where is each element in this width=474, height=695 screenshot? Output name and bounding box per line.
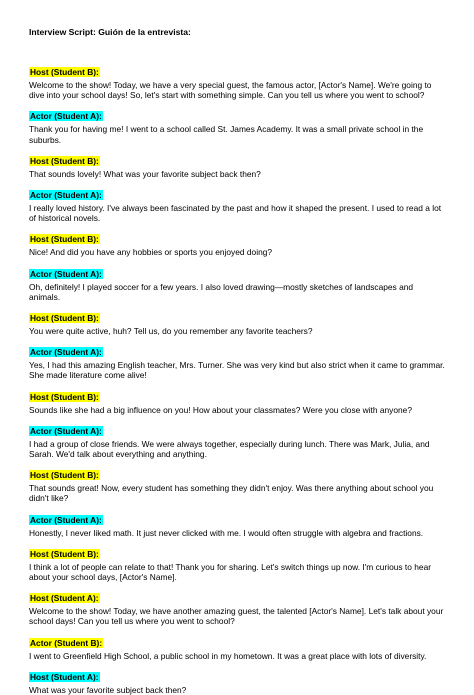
dialogue-text: I had a group of close friends. We were always together, especially during lunch. There was Mark, Julia, and Sarah. We'd talk about everything and anything. xyxy=(29,438,430,460)
dialogue-text: Oh, definitely! I played soccer for a few years. I also loved drawing—mostly sketches of landscapes and animals. xyxy=(29,281,414,302)
speaker-label: Actor (Student A): xyxy=(30,111,102,122)
dialogue-text: I really loved history. I've always been fascinated by the past and how it shaped the present. I used to read a lot of historical novels. xyxy=(29,203,442,224)
speaker-label: Host (Student B): xyxy=(30,234,99,245)
dialogue-entry xyxy=(29,62,446,100)
dialogue-entry xyxy=(29,633,446,661)
dialogue-entry xyxy=(29,106,446,144)
dialogue-entry xyxy=(29,264,446,302)
speaker-label: Actor (Student A): xyxy=(30,268,102,279)
dialogue-text: Welcome to the show! Today, we have another amazing guest, the talented [Actor's Name]. Let's talk about your school days! Can you tell us where you went to school? xyxy=(29,606,444,627)
dialogue-text: I went to Greenfield High School, a public school in my hometown. It was a great place with lots of diversity. xyxy=(29,650,427,661)
speaker-label: Host (Student B): xyxy=(30,391,99,402)
dialogue-text: Thank you for having me! I went to a school called St. James Academy. It was a small private school in the suburbs. xyxy=(29,124,424,145)
dialogue-text: You were quite active, huh? Tell us, do you remember any favorite teachers? xyxy=(29,326,313,337)
dialogue-entry xyxy=(29,667,446,695)
dialogue-entry xyxy=(29,465,446,503)
speaker-label: Host (Student B): xyxy=(30,548,99,559)
dialogue-entry xyxy=(29,510,446,538)
speaker-label: Actor (Student A): xyxy=(30,347,102,358)
speaker-label: Host (Student B): xyxy=(30,313,99,324)
dialogue-entry xyxy=(29,342,446,380)
dialogue-entry xyxy=(29,544,446,582)
speaker-label: Host (Student B): xyxy=(30,470,99,481)
dialogue-entry xyxy=(29,588,446,626)
dialogue-text: What was your favorite subject back then? xyxy=(29,684,187,695)
speaker-label: Host (Student B): xyxy=(30,155,99,166)
speaker-label: Host (Student A): xyxy=(30,671,99,682)
dialogue-entry xyxy=(29,421,446,459)
speaker-label: Host (Student B): xyxy=(30,67,99,77)
dialogue-text: Nice! And did you have any hobbies or sports you enjoyed doing? xyxy=(29,247,273,258)
dialogue-entry xyxy=(29,185,446,223)
dialogue-text: Welcome to the show! Today, we have a very special guest, the famous actor, [Actor's Name]. We're going to dive into your school days! So, let's start with something simple. Can you tell us where you went to school? xyxy=(29,80,432,101)
dialogue-text: That sounds great! Now, every student has something they didn't enjoy. Was there anything about school you didn't like? xyxy=(29,483,434,504)
dialogue-text: Honestly, I never liked math. It just never clicked with me. I would often struggle with algebra and fractions. xyxy=(29,527,424,538)
speaker-label: Actor (Student A): xyxy=(30,190,102,201)
dialogue-text: Yes, I had this amazing English teacher, Mrs. Turner. She was very kind but also strict when it came to grammar. She made literature come alive! xyxy=(29,360,445,381)
dialogue-entry xyxy=(29,308,446,336)
speaker-label: Actor (Student A): xyxy=(30,425,102,436)
dialogue-entry xyxy=(29,229,446,257)
dialogue-entry xyxy=(29,151,446,179)
dialogue-entry xyxy=(29,387,446,415)
dialogue-text: I think a lot of people can relate to that! Thank you for sharing. Let's switch things up now. I'm curious to hear about your school days, [Actor's Name]. xyxy=(29,561,432,583)
dialogue-text: That sounds lovely! What was your favorite subject back then? xyxy=(29,168,261,179)
speaker-label: Actor (Student A): xyxy=(30,514,102,525)
speaker-label: Host (Student A): xyxy=(30,593,99,604)
document-title: Interview Script: Guión de la entrevista: xyxy=(29,27,191,37)
dialogue-text: Sounds like she had a big influence on you! How about your classmates? Were you close with anyone? xyxy=(29,404,412,415)
speaker-label: Actor (Student B): xyxy=(30,637,103,648)
